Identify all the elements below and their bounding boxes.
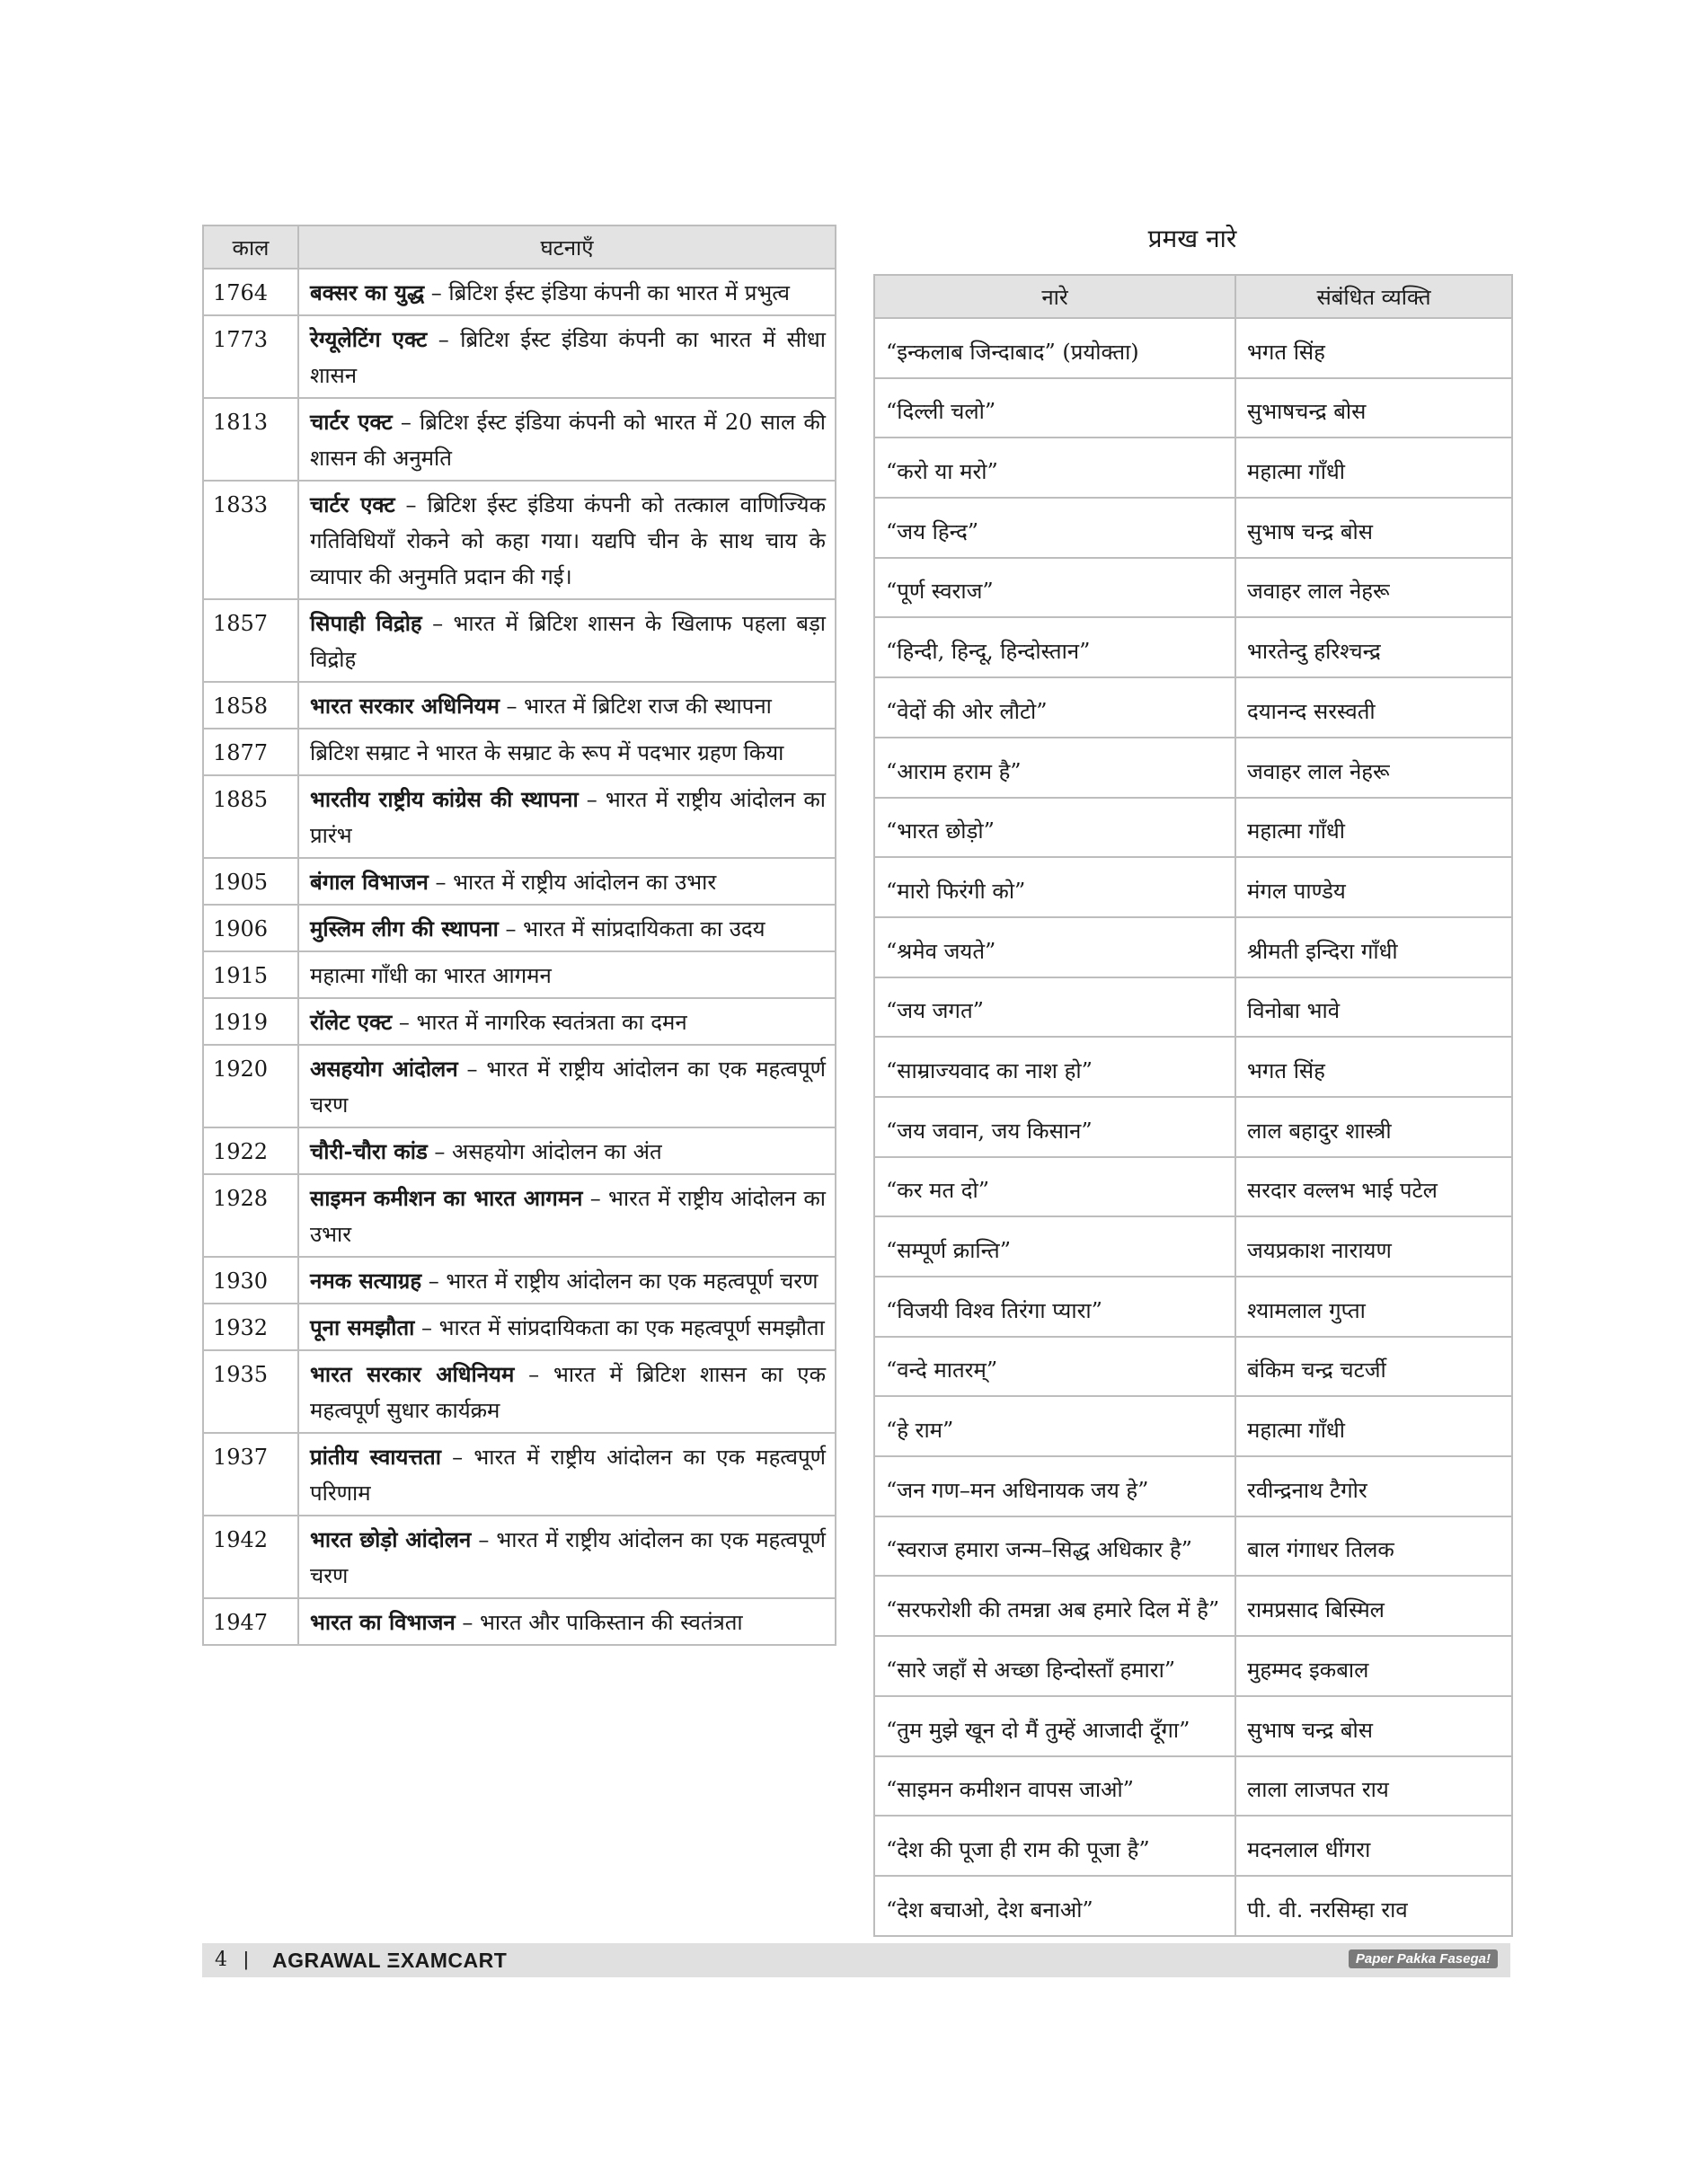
slogan-row: [874, 1157, 1512, 1217]
event-detail: – भारत में राष्ट्रीय आंदोलन का उभार: [428, 870, 717, 895]
slogans-body: [874, 318, 1512, 1936]
slogan-row: [874, 1696, 1512, 1756]
event-row: [203, 1127, 836, 1174]
footer-divider: |: [243, 1948, 249, 1970]
slogan-person: लाला लाजपत राय: [1235, 1756, 1512, 1817]
event-row: [203, 682, 836, 729]
event-title: प्रांतीय स्वायत्तता: [310, 1444, 441, 1470]
slogan-text: “वेदों की ओर लौटो”: [874, 677, 1235, 738]
event-description: [298, 1304, 836, 1350]
slogan-person: मंगल पाण्डेय: [1235, 857, 1512, 917]
slogan-row: [874, 917, 1512, 977]
event-row: [203, 398, 836, 481]
event-description: [298, 1127, 836, 1174]
event-row: [203, 269, 836, 315]
event-year: 1937: [203, 1433, 298, 1516]
event-detail: – असहयोग आंदोलन का अंत: [427, 1139, 662, 1164]
event-detail: – ब्रिटिश ईस्ट इंडिया कंपनी का भारत में प्रभुत्व: [424, 280, 790, 305]
event-description: [298, 1350, 836, 1433]
slogan-person: रामप्रसाद बिस्मिल: [1235, 1576, 1512, 1636]
slogan-text: “पूर्ण स्वराज”: [874, 558, 1235, 618]
slogan-row: [874, 1277, 1512, 1337]
event-row: [203, 775, 836, 858]
slogan-person: जयप्रकाश नारायण: [1235, 1216, 1512, 1277]
event-title: चौरी-चौरा कांड: [310, 1138, 428, 1164]
event-row: [203, 1516, 836, 1598]
slogan-person: भगत सिंह: [1235, 1037, 1512, 1097]
event-year: 1877: [203, 729, 298, 775]
event-detail: – ब्रिटिश ईस्ट इंडिया कंपनी को तत्काल वाणिज्यिक गतिविधियाँ रोकने को कहा गया। यद्यपि चीन के साथ चाय के व्यापार की अनुमति प्रदान की गई।: [310, 492, 827, 589]
event-row: [203, 951, 836, 998]
slogan-text: “कर मत दो”: [874, 1157, 1235, 1217]
event-row: [203, 729, 836, 775]
event-row: [203, 998, 836, 1045]
event-year: 1935: [203, 1350, 298, 1433]
slogan-row: [874, 1216, 1512, 1277]
event-year: 1922: [203, 1127, 298, 1174]
event-description: [298, 269, 836, 315]
slogan-row: [874, 617, 1512, 677]
slogan-row: [874, 1636, 1512, 1696]
event-row: [203, 1257, 836, 1304]
page-footer: [202, 1943, 1510, 1977]
slogan-person: दयानन्द सरस्वती: [1235, 677, 1512, 738]
event-description: [298, 1045, 836, 1127]
event-title: असहयोग आंदोलन: [310, 1056, 458, 1082]
event-detail: – भारत में राष्ट्रीय आंदोलन का उभार: [310, 1186, 827, 1247]
slogan-text: “हे राम”: [874, 1396, 1235, 1456]
year-column-header: काल: [203, 225, 298, 269]
slogan-row: [874, 498, 1512, 558]
event-year: 1857: [203, 599, 298, 682]
event-year: 1858: [203, 682, 298, 729]
event-row: [203, 1174, 836, 1257]
slogan-row: [874, 1756, 1512, 1817]
slogan-person: महात्मा गाँधी: [1235, 1396, 1512, 1456]
slogan-person: सुभाष चन्द्र बोस: [1235, 498, 1512, 558]
slogan-text: “मारो फिरंगी को”: [874, 857, 1235, 917]
event-detail: ब्रिटिश सम्राट ने भारत के सम्राट के रूप में पदभार ग्रहण किया: [310, 740, 784, 765]
slogan-row: [874, 1576, 1512, 1636]
event-description: [298, 315, 836, 398]
slogan-person: लाल बहादुर शास्त्री: [1235, 1097, 1512, 1157]
event-description: [298, 1257, 836, 1304]
slogan-person: भगत सिंह: [1235, 318, 1512, 378]
event-row: [203, 481, 836, 599]
event-year: 1906: [203, 905, 298, 951]
slogan-person: सरदार वल्लभ भाई पटेल: [1235, 1157, 1512, 1217]
event-description: [298, 858, 836, 905]
slogan-person: मदनलाल धींगरा: [1235, 1816, 1512, 1876]
event-title: बक्सर का युद्ध: [310, 279, 425, 305]
slogan-row: [874, 1396, 1512, 1456]
event-description: [298, 398, 836, 481]
event-detail: महात्मा गाँधी का भारत आगमन: [310, 963, 552, 988]
event-detail: – भारत में नागरिक स्वतंत्रता का दमन: [392, 1010, 687, 1035]
event-title: भारतीय राष्ट्रीय कांग्रेस की स्थापना: [310, 786, 579, 812]
slogan-text: “जन गण–मन अधिनायक जय हे”: [874, 1456, 1235, 1516]
event-year: 1885: [203, 775, 298, 858]
person-column-header: संबंधित व्यक्ति: [1235, 275, 1512, 318]
slogan-person: जवाहर लाल नेहरू: [1235, 558, 1512, 618]
event-description: [298, 1433, 836, 1516]
events-table: [202, 225, 836, 1646]
event-year: 1915: [203, 951, 298, 998]
event-title: रेग्यूलेटिंग एक्ट: [310, 326, 428, 352]
slogan-text: “साइमन कमीशन वापस जाओ”: [874, 1756, 1235, 1817]
event-description: [298, 599, 836, 682]
slogan-text: “आराम हराम है”: [874, 738, 1235, 798]
event-description: [298, 905, 836, 951]
tagline-badge: Paper Pakka Fasega!: [1349, 1949, 1498, 1968]
events-header-row: [203, 225, 836, 269]
slogan-person: जवाहर लाल नेहरू: [1235, 738, 1512, 798]
slogan-row: [874, 438, 1512, 498]
event-year: 1764: [203, 269, 298, 315]
event-description: [298, 998, 836, 1045]
slogan-row: [874, 1337, 1512, 1397]
slogan-person: महात्मा गाँधी: [1235, 798, 1512, 858]
slogan-text: “भारत छोड़ो”: [874, 798, 1235, 858]
event-description: [298, 1516, 836, 1598]
event-year: 1928: [203, 1174, 298, 1257]
event-year: 1920: [203, 1045, 298, 1127]
event-year: 1773: [203, 315, 298, 398]
slogan-row: [874, 677, 1512, 738]
event-description: [298, 682, 836, 729]
page-number: 4: [215, 1949, 227, 1971]
slogan-text: “जय हिन्द”: [874, 498, 1235, 558]
slogans-title: प्रमख नारे: [1147, 224, 1237, 253]
event-detail: – भारत में राष्ट्रीय आंदोलन का एक महत्वपूर्ण चरण: [421, 1269, 819, 1294]
slogan-person: पी. वी. नरसिम्हा राव: [1235, 1876, 1512, 1936]
slogan-person: महात्मा गाँधी: [1235, 438, 1512, 498]
slogan-text: “विजयी विश्व तिरंगा प्यारा”: [874, 1277, 1235, 1337]
event-detail: – भारत में ब्रिटिश शासन का एक महत्वपूर्ण सुधार कार्यक्रम: [310, 1362, 826, 1423]
slogan-text: “देश बचाओ, देश बनाओ”: [874, 1876, 1235, 1936]
event-description: [298, 1174, 836, 1257]
slogan-text: “साम्राज्यवाद का नाश हो”: [874, 1037, 1235, 1097]
event-row: [203, 905, 836, 951]
slogan-text: “सम्पूर्ण क्रान्ति”: [874, 1216, 1235, 1277]
event-description: [298, 951, 836, 998]
slogan-person: भारतेन्दु हरिश्चन्द्र: [1235, 617, 1512, 677]
event-title: चार्टर एक्ट: [310, 409, 393, 435]
slogan-row: [874, 558, 1512, 618]
slogan-person: श्यामलाल गुप्ता: [1235, 1277, 1512, 1337]
event-detail: – भारत में राष्ट्रीय आंदोलन का प्रारंभ: [310, 787, 826, 848]
event-row: [203, 315, 836, 398]
event-description: [298, 481, 836, 599]
slogan-row: [874, 1097, 1512, 1157]
event-row: [203, 1045, 836, 1127]
slogan-text: “जय जवान, जय किसान”: [874, 1097, 1235, 1157]
event-detail: – भारत और पाकिस्तान की स्वतंत्रता: [455, 1610, 743, 1635]
slogan-text: “जय जगत”: [874, 977, 1235, 1038]
slogan-text: “देश की पूजा ही राम की पूजा है”: [874, 1816, 1235, 1876]
slogan-text: “स्वराज हमारा जन्म–सिद्ध अधिकार है”: [874, 1516, 1235, 1577]
slogan-text: “सारे जहाँ से अच्छा हिन्दोस्ताँ हमारा”: [874, 1636, 1235, 1696]
slogan-row: [874, 798, 1512, 858]
slogan-row: [874, 1456, 1512, 1516]
slogan-person: सुभाष चन्द्र बोस: [1235, 1696, 1512, 1756]
event-year: 1919: [203, 998, 298, 1045]
brand-logo: AGRAWAL ΞXAMCART: [272, 1949, 508, 1972]
event-title: मुस्लिम लीग की स्थापना: [310, 915, 499, 941]
event-year: 1930: [203, 1257, 298, 1304]
slogan-row: [874, 977, 1512, 1038]
event-detail: – भारत में सांप्रदायिकता का एक महत्वपूर्ण समझौता: [414, 1315, 825, 1340]
slogan-text: “करो या मरो”: [874, 438, 1235, 498]
event-detail: – भारत में राष्ट्रीय आंदोलन का एक महत्वपूर्ण चरण: [310, 1056, 826, 1118]
event-row: [203, 599, 836, 682]
slogan-person: बंकिम चन्द्र चटर्जी: [1235, 1337, 1512, 1397]
slogan-text: “सरफरोशी की तमन्ना अब हमारे दिल में है”: [874, 1576, 1235, 1636]
event-detail: – ब्रिटिश ईस्ट इंडिया कंपनी का भारत में सीधा शासन: [310, 327, 826, 388]
event-detail: – भारत में राष्ट्रीय आंदोलन का एक महत्वपूर्ण चरण: [310, 1527, 826, 1588]
event-title: सिपाही विद्रोह: [310, 610, 422, 636]
event-detail: – भारत में राष्ट्रीय आंदोलन का एक महत्वपूर्ण परिणाम: [310, 1445, 826, 1506]
slogan-row: [874, 1516, 1512, 1577]
slogan-person: रवीन्द्रनाथ टैगोर: [1235, 1456, 1512, 1516]
event-detail: – भारत में ब्रिटिश शासन के खिलाफ पहला बड़ा विद्रोह: [310, 611, 826, 672]
slogan-person: बाल गंगाधर तिलक: [1235, 1516, 1512, 1577]
slogan-text: “श्रमेव जयते”: [874, 917, 1235, 977]
slogan-row: [874, 1876, 1512, 1936]
event-description: [298, 775, 836, 858]
event-title: भारत सरकार अधिनियम: [310, 1361, 515, 1387]
slogan-row: [874, 857, 1512, 917]
event-detail: – भारत में सांप्रदायिकता का उदय: [498, 916, 766, 941]
event-title: नमक सत्याग्रह: [310, 1268, 422, 1294]
slogan-column-header: नारे: [874, 275, 1235, 318]
slogan-text: “इन्कलाब जिन्दाबाद” (प्रयोक्ता): [874, 318, 1235, 378]
slogan-row: [874, 318, 1512, 378]
event-row: [203, 1598, 836, 1645]
slogan-text: “तुम मुझे खून दो मैं तुम्हें आजादी दूँगा”: [874, 1696, 1235, 1756]
event-detail: – ब्रिटिश ईस्ट इंडिया कंपनी को भारत में 20 साल की शासन की अनुमति: [310, 410, 827, 471]
event-year: 1833: [203, 481, 298, 599]
event-title: बंगाल विभाजन: [310, 869, 429, 895]
event-title: भारत का विभाजन: [310, 1609, 456, 1635]
events-body: [203, 269, 836, 1645]
events-column-header: घटनाएँ: [298, 225, 836, 269]
event-title: रॉलेट एक्ट: [310, 1009, 393, 1035]
slogan-person: विनोबा भावे: [1235, 977, 1512, 1038]
event-row: [203, 1350, 836, 1433]
event-year: 1905: [203, 858, 298, 905]
slogans-header-row: [874, 275, 1512, 318]
slogan-text: “दिल्ली चलो”: [874, 378, 1235, 438]
event-detail: – भारत में ब्रिटिश राज की स्थापना: [499, 694, 772, 719]
event-title: साइमन कमीशन का भारत आगमन: [310, 1185, 583, 1211]
event-year: 1947: [203, 1598, 298, 1645]
slogan-person: मुहम्मद इकबाल: [1235, 1636, 1512, 1696]
slogan-person: श्रीमती इन्दिरा गाँधी: [1235, 917, 1512, 977]
event-row: [203, 858, 836, 905]
event-description: [298, 1598, 836, 1645]
event-title: चार्टर एक्ट: [310, 491, 395, 517]
event-row: [203, 1433, 836, 1516]
event-title: भारत सरकार अधिनियम: [310, 693, 500, 719]
slogan-row: [874, 1037, 1512, 1097]
event-year: 1813: [203, 398, 298, 481]
slogans-table: [873, 274, 1513, 1937]
event-row: [203, 1304, 836, 1350]
slogan-text: “हिन्दी, हिन्दू, हिन्दोस्तान”: [874, 617, 1235, 677]
event-year: 1942: [203, 1516, 298, 1598]
slogan-person: सुभाषचन्द्र बोस: [1235, 378, 1512, 438]
event-description: [298, 729, 836, 775]
slogan-row: [874, 1816, 1512, 1876]
event-title: पूना समझौता: [310, 1314, 415, 1340]
event-title: भारत छोड़ो आंदोलन: [310, 1526, 472, 1552]
slogan-text: “वन्दे मातरम्”: [874, 1337, 1235, 1397]
slogan-row: [874, 378, 1512, 438]
slogan-row: [874, 738, 1512, 798]
event-year: 1932: [203, 1304, 298, 1350]
